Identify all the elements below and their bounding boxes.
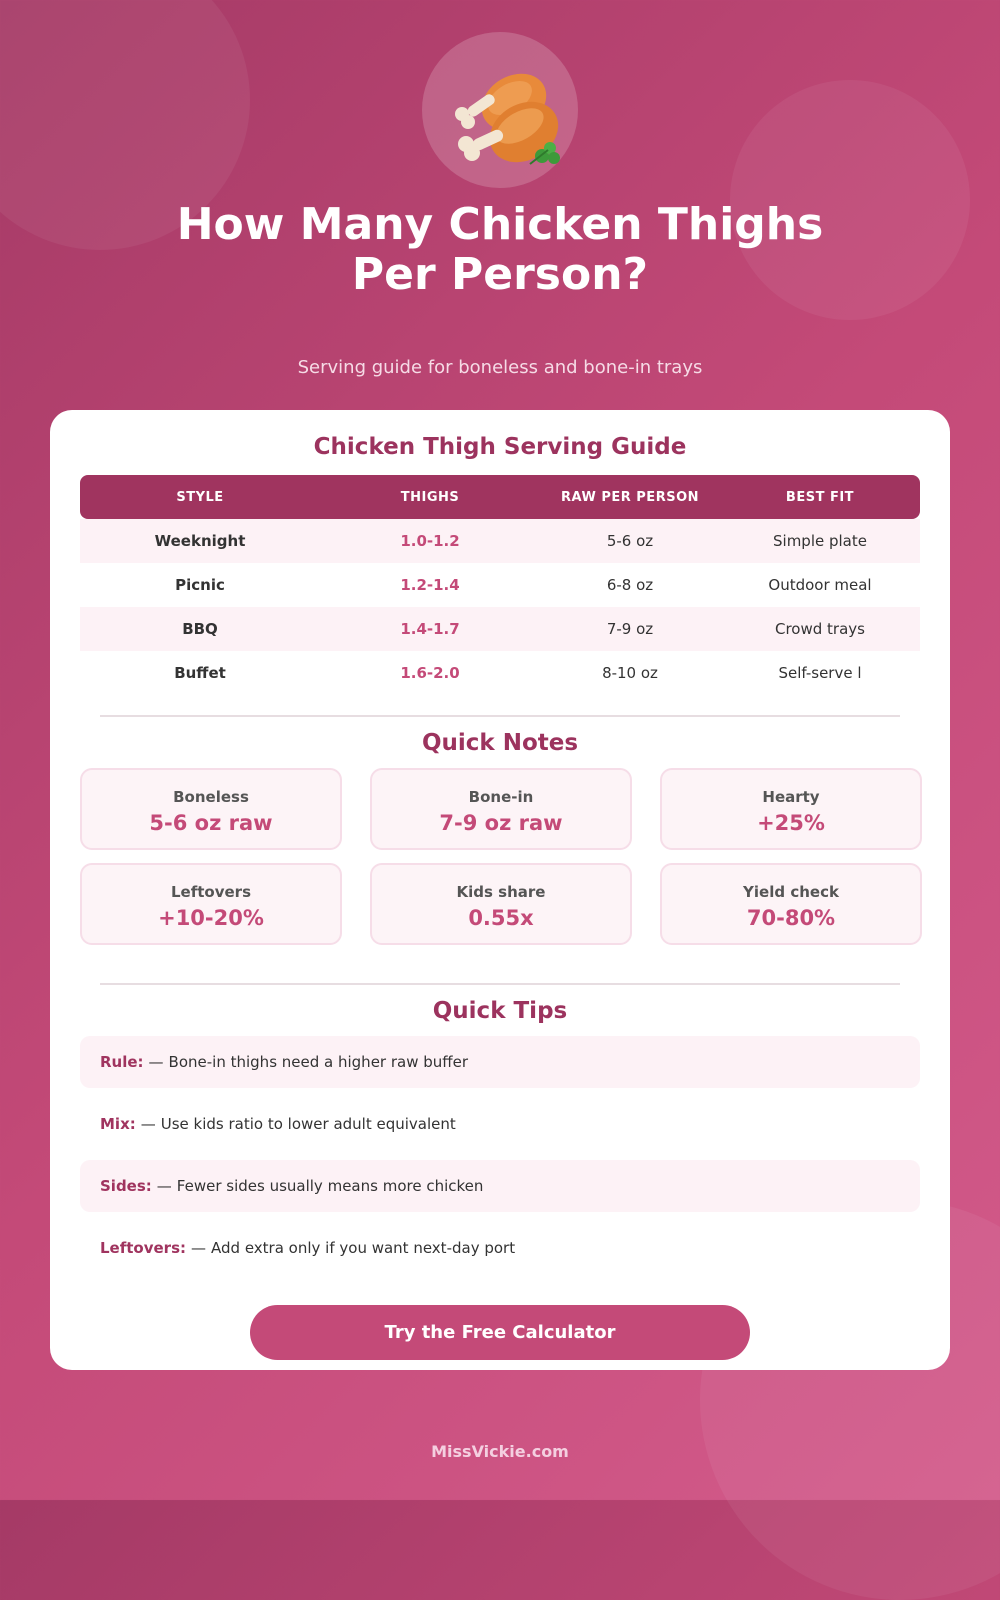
cell-thighs: 1.2-1.4 <box>400 576 460 594</box>
cell-thighs: 1.6-2.0 <box>400 664 460 682</box>
section-title-tips: Quick Tips <box>432 998 568 1024</box>
tip-item <box>80 1160 920 1212</box>
tip-separator: — <box>148 1053 164 1071</box>
section-title-guide: Chicken Thigh Serving Guide <box>313 434 687 460</box>
content-card <box>50 410 950 1370</box>
note-value: +25% <box>757 811 825 835</box>
tip-text: Bone-in thighs need a higher raw buffer <box>168 1053 469 1071</box>
column-header: STYLE <box>176 489 224 505</box>
cell-style: BBQ <box>182 620 218 638</box>
tip-key: Rule: <box>100 1053 144 1071</box>
note-label: Kids share <box>456 883 546 901</box>
tip-item <box>80 1098 920 1150</box>
tip-key: Leftovers: <box>100 1239 187 1257</box>
cell-thighs: 1.4-1.7 <box>400 620 460 638</box>
tip-item <box>80 1036 920 1088</box>
note-value: 0.55x <box>468 906 534 930</box>
note-value: +10-20% <box>158 906 264 930</box>
tip-separator: — <box>156 1177 172 1195</box>
table-header <box>80 475 920 519</box>
section-divider <box>100 715 900 717</box>
note-value: 7-9 oz raw <box>439 811 563 835</box>
serving-guide-table <box>80 475 920 695</box>
title-line: Per Person? <box>351 249 649 300</box>
cell-best-fit: Outdoor meal <box>768 576 872 594</box>
cell-style: Weeknight <box>154 532 246 550</box>
cell-raw: 8-10 oz <box>602 664 658 682</box>
section-divider <box>100 983 900 985</box>
note-card-yield-check <box>660 863 922 945</box>
tip-separator: — <box>191 1239 207 1257</box>
tip-separator: — <box>140 1115 156 1133</box>
cell-style: Buffet <box>174 664 226 682</box>
column-header: THIGHS <box>400 489 460 505</box>
chicken-leg-icon <box>422 32 578 188</box>
note-label: Hearty <box>762 788 820 806</box>
note-card-boneless <box>80 768 342 850</box>
tip-text: Use kids ratio to lower adult equivalent <box>160 1115 456 1133</box>
section-title-notes: Quick Notes <box>421 730 579 756</box>
title-line: How Many Chicken Thighs <box>176 199 824 250</box>
tip-key: Mix: <box>100 1115 136 1133</box>
note-card-hearty <box>660 768 922 850</box>
cell-raw: 5-6 oz <box>606 532 654 550</box>
quick-tips-list <box>80 1036 920 1284</box>
footer-brand: MissVickie.com <box>431 1442 569 1461</box>
tip-item <box>80 1222 920 1274</box>
cell-raw: 6-8 oz <box>606 576 654 594</box>
note-value: 70-80% <box>746 906 836 930</box>
table-row <box>80 651 920 695</box>
page-subtitle: Serving guide for boneless and bone-in trays <box>297 357 703 378</box>
calculator-button[interactable]: Try the Free Calculator <box>250 1305 750 1360</box>
note-value: 5-6 oz raw <box>149 811 273 835</box>
cell-best-fit: Self-serve l <box>778 664 862 682</box>
table-row <box>80 563 920 607</box>
column-header: RAW PER PERSON <box>560 489 699 505</box>
cell-best-fit: Crowd trays <box>775 620 865 638</box>
tip-text: Add extra only if you want next-day port <box>211 1239 516 1257</box>
note-label: Boneless <box>173 788 249 806</box>
cell-thighs: 1.0-1.2 <box>400 532 460 550</box>
cell-raw: 7-9 oz <box>606 620 654 638</box>
note-label: Leftovers <box>170 883 251 901</box>
column-header: BEST FIT <box>785 489 855 505</box>
note-card-bone-in <box>370 768 632 850</box>
cell-style: Picnic <box>175 576 225 594</box>
note-card-leftovers <box>80 863 342 945</box>
note-card-kids-share <box>370 863 632 945</box>
note-label: Yield check <box>743 883 839 901</box>
tip-key: Sides: <box>100 1177 152 1195</box>
cell-best-fit: Simple plate <box>773 532 867 550</box>
tip-text: Fewer sides usually means more chicken <box>176 1177 484 1195</box>
page-title <box>0 200 1000 300</box>
table-row <box>80 607 920 651</box>
table-row <box>80 519 920 563</box>
note-label: Bone-in <box>468 788 534 806</box>
